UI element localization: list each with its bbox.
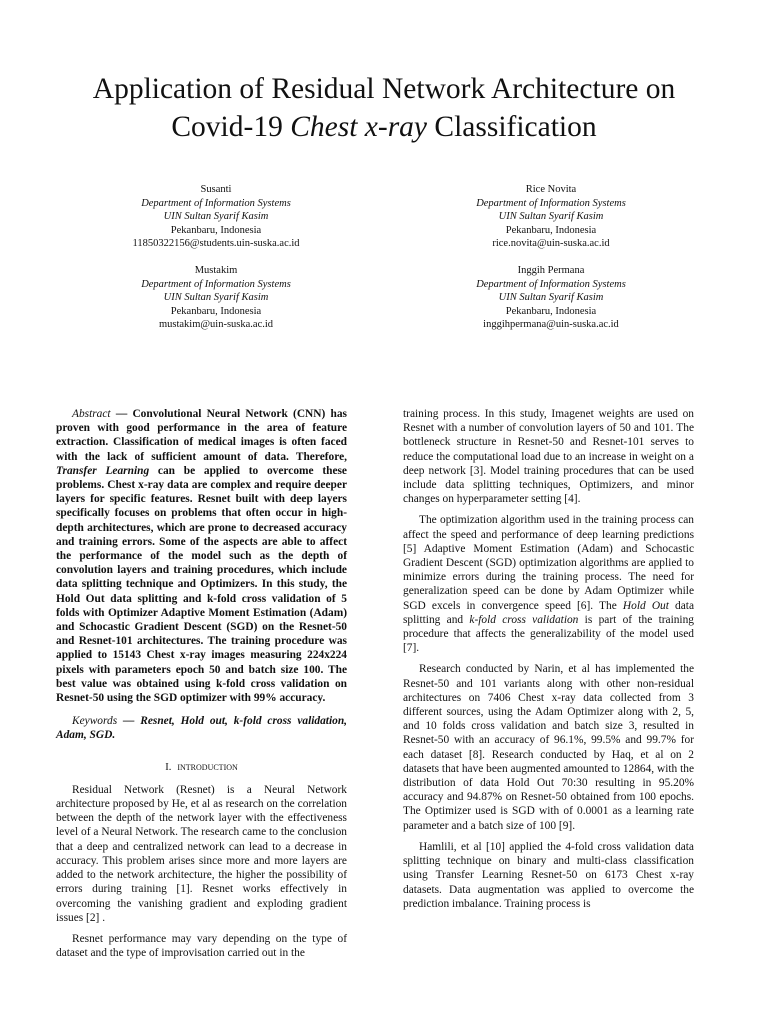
paper-title bbox=[40, 70, 728, 146]
author-department: Department of Information Systems bbox=[476, 278, 626, 290]
title-line-2 bbox=[40, 108, 728, 146]
right-paragraph-2 bbox=[403, 513, 694, 655]
author-email[interactable]: 11850322156@students.uin-suska.ac.id bbox=[132, 238, 300, 250]
abstract-text-2: can be applied to overcome these problems. Chest x-ray data are complex and require deeper layers for specific features. Resnet built with deep layers specifically focuses on problems that often occur in high-depth architectures, which are prone to decreased accuracy and training errors. Some of the aspects are able to affect the performance of the model such as the depth of convolution layers and training procedures, which include data splitting technique and Optimizers. In this study, the Hold Out data splitting and k-fold cross validation of 5 folds with Optimizer Adaptive Moment Estimation (Adam) and Schocastic Gradient Descent (SGD) on the Resnet-50 and Resnet-101 architectures. The training procedure was applied to 15143 Chest x-ray images measuring 224x224 pixels with parameters epoch 50 and batch size 100. The best value was obtained using k-fold cross validation on Resnet-50 using the SGD optimizer with 99% accuracy. bbox=[56, 464, 347, 705]
title-line-2-italic: Chest x-ray bbox=[290, 111, 428, 143]
abstract-label: Abstract bbox=[72, 408, 111, 420]
title-line-1: Application of Residual Network Architecture on bbox=[92, 73, 676, 105]
intro-paragraph-1: Residual Network (Resnet) is a Neural Network architecture proposed by He, et al as research on the correlation between the depth of the network layer with the effectiveness level of a Neural Network. The research came to the conclusion that a deep and centralized network can lead to a decrease in accuracy. This problem arises since more and more layers are added to the network architecture, the higher the possibility of errors during training [1]. Resnet works effectively in overcoming the vanishing gradient and exploding gradient issues [2] . bbox=[56, 783, 347, 924]
title-line-2-pre: Covid-19 bbox=[171, 111, 291, 143]
abstract-dash: — bbox=[110, 408, 133, 420]
author-university: UIN Sultan Syarif Kasim bbox=[163, 211, 269, 223]
right-paragraph-3: Research conducted by Narin, et al has implemented the Resnet-50 and 101 variants along with other non-residual architectures on 7406 Chest x-ray data collected from 3 different sources, using the Adam Optimizer along with 2, 5, and 10 folds cross validation and batch size 3, resulted in Resnet-50 with an accuracy of 96.1%, 99.5% and 99.7% for each dataset [8]. Research conducted by Haq, et al on 2 datasets that have been augmented amounted to 12864, with the distribution of data Hold Out 70:30 resulting in 95.20% accuracy and 94.87% on Resnet-50 obtained from 100 epochs. The Optimizer used is SGD with of 0.0001 as a learning rate parameter and a batch size of 100 [9]. bbox=[403, 663, 695, 832]
section-name: introduction bbox=[177, 760, 238, 773]
author-email[interactable]: rice.novita@uin-suska.ac.id bbox=[492, 238, 610, 250]
abstract bbox=[56, 407, 347, 705]
author-block-3 bbox=[66, 264, 366, 332]
author-block-2 bbox=[401, 183, 701, 251]
p2-emphasis-1: Hold Out bbox=[622, 599, 669, 612]
author-block-4 bbox=[401, 264, 701, 332]
abstract-text-1: Convolutional Neural Network (CNN) has proven with good performance in the area of feature extraction. Classification of medical images is often faced with the lack of sufficient amount of data. Therefore, bbox=[56, 408, 347, 463]
author-university: UIN Sultan Syarif Kasim bbox=[498, 211, 604, 223]
author-university: UIN Sultan Syarif Kasim bbox=[498, 292, 604, 304]
right-paragraph-1: training process. In this study, Imagenet weights are used on Resnet with a number of convolution layers of 50 and 101. The bottleneck structure in Resnet-50 and Resnet-101 serves to reduce the computational load due to an increase in weight on a deep network [3]. Model training procedures that can be used include data splitting techniques, Optimizers, and minor changes on hyperparameter setting [4]. bbox=[403, 408, 694, 506]
author-department: Department of Information Systems bbox=[141, 278, 291, 290]
author-name: Mustakim bbox=[194, 265, 238, 276]
keywords bbox=[56, 714, 347, 742]
section-heading-introduction bbox=[56, 760, 347, 775]
author-name: Susanti bbox=[200, 184, 232, 195]
author-name: Rice Novita bbox=[525, 184, 577, 195]
author-university: UIN Sultan Syarif Kasim bbox=[163, 292, 269, 304]
author-city: Pekanbaru, Indonesia bbox=[170, 224, 262, 236]
author-name: Inggih Permana bbox=[517, 265, 585, 276]
author-city: Pekanbaru, Indonesia bbox=[505, 224, 597, 236]
keywords-dash: — bbox=[117, 715, 141, 728]
title-line-2-post: Classification bbox=[427, 111, 597, 143]
keywords-label: Keywords bbox=[72, 715, 118, 728]
author-department: Department of Information Systems bbox=[141, 197, 291, 209]
p2-text-c: is part of the training procedure that affects the generalizability of the model used [7]. bbox=[403, 613, 694, 655]
author-email[interactable]: inggihpermana@uin-suska.ac.id bbox=[483, 319, 619, 331]
author-block-1 bbox=[66, 183, 366, 251]
p2-text-a: The optimization algorithm used in the training process can affect the speed and performance of deep learning predictions [5] Adaptive Moment Estimation (Adam) and Schocastic Gradient Descent (SGD) optimization algorithms are applied to minimize errors during the training process. The need for generalization speed can be done by Adam Optimizer while SGD excels in convergence speed [6]. The bbox=[403, 514, 694, 612]
keywords-text: Resnet, Hold out, k-fold cross validation, Adam, SGD. bbox=[56, 715, 347, 742]
right-column bbox=[403, 407, 694, 911]
author-city: Pekanbaru, Indonesia bbox=[170, 305, 262, 317]
section-number: I. bbox=[165, 761, 172, 773]
p2-text-b: data splitting and bbox=[403, 599, 695, 626]
p2-emphasis-2: k-fold cross validation bbox=[469, 613, 579, 626]
author-email[interactable]: mustakim@uin-suska.ac.id bbox=[158, 319, 274, 331]
author-city: Pekanbaru, Indonesia bbox=[505, 305, 597, 317]
abstract-emphasis: Transfer Learning bbox=[56, 464, 150, 477]
right-paragraph-4: Hamlili, et al [10] applied the 4-fold cross validation data splitting technique on binary and multi-class classification using Transfer Learning Resnet-50 on 6173 Chest x-ray datasets. Data augmentation was applied to overcome the prediction imbalance. Training process is bbox=[403, 840, 694, 910]
intro-paragraph-2: Resnet performance may vary depending on the type of dataset and the type of improvisation carried out in the bbox=[56, 932, 347, 960]
left-column bbox=[56, 407, 347, 960]
author-department: Department of Information Systems bbox=[476, 197, 626, 209]
